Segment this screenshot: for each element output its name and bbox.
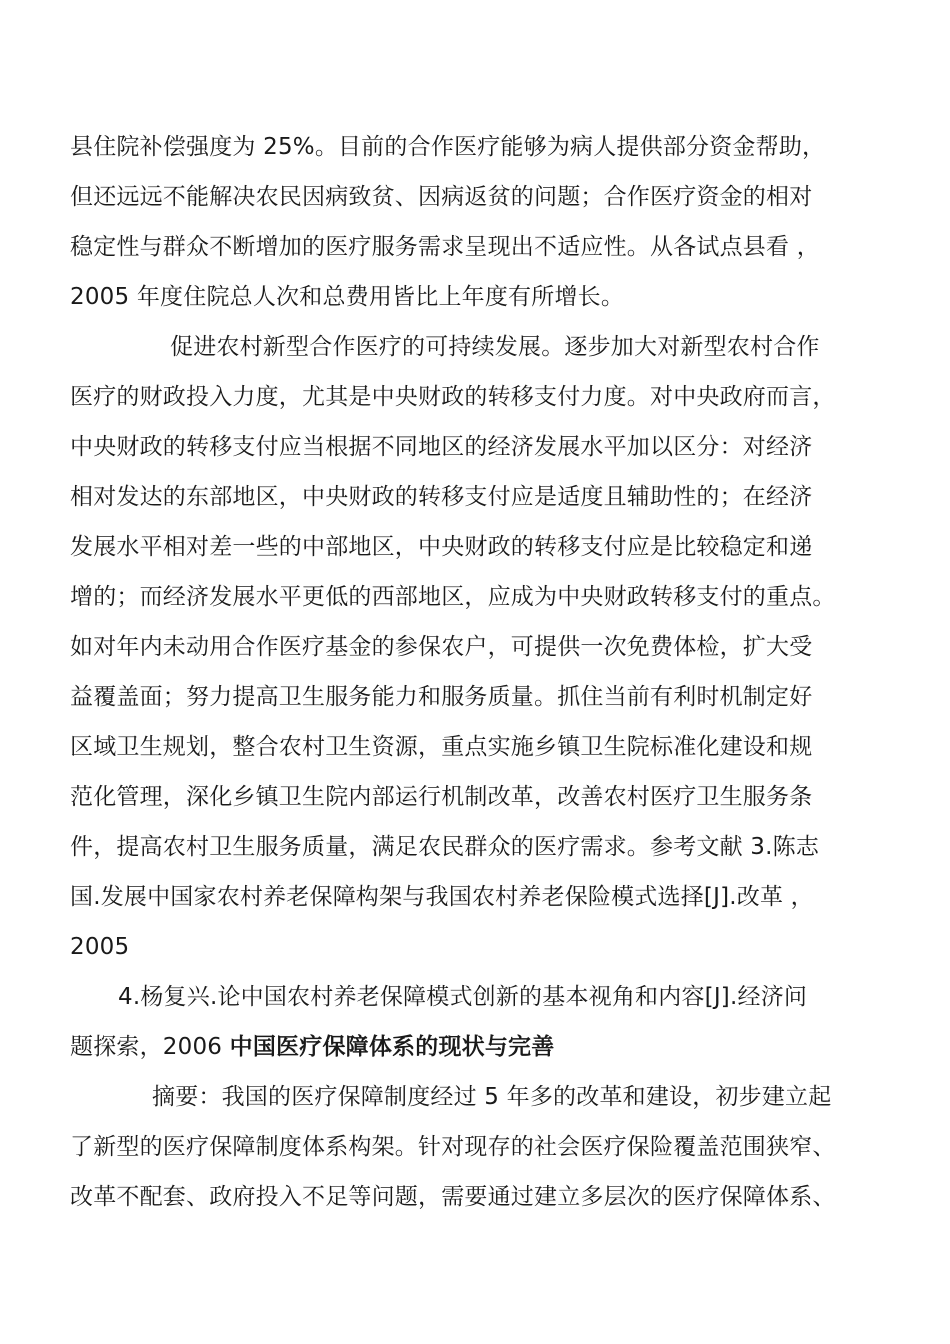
text-line: 相对发达的东部地区，中央财政的转移支付应是适度且辅助性的；在经济 <box>70 484 813 510</box>
text-line: 增的；而经济发展水平更低的西部地区，应成为中央财政转移支付的重点。 <box>70 584 836 610</box>
reference-line <box>70 1022 882 1072</box>
reference-item-4 <box>70 972 882 1072</box>
abstract-paragraph <box>70 1072 882 1222</box>
text-line: 如对年内未动用合作医疗基金的参保农户，可提供一次免费体检，扩大受 <box>70 634 813 660</box>
text-line: 益覆盖面；努力提高卫生服务能力和服务质量。抓住当前有利时机制定好 <box>70 684 813 710</box>
text-line: 发展水平相对差一些的中部地区，中央财政的转移支付应是比较稳定和递 <box>70 534 813 560</box>
text-line: 促进农村新型合作医疗的可持续发展。逐步加大对新型农村合作 <box>170 334 820 360</box>
text-line: 但还远远不能解决农民因病致贫、因病返贫的问题；合作医疗资金的相对 <box>70 184 813 210</box>
abstract-line: 改革不配套、政府投入不足等问题，需要通过建立多层次的医疗保障体系、 <box>70 1184 836 1210</box>
text-line: 区域卫生规划，整合农村卫生资源，重点实施乡镇卫生院标准化建设和规 <box>70 734 813 760</box>
section-heading: 中国医疗保障体系的现状与完善 <box>229 1034 555 1060</box>
paragraph-sustainable-development <box>70 322 882 972</box>
abstract-line: 了新型的医疗保障制度体系构架。针对现存的社会医疗保险覆盖范围狭窄、 <box>70 1134 836 1160</box>
text-line: 国.发展中国家农村养老保障构架与我国农村养老保险模式选择[J].改革 ， <box>70 884 814 910</box>
abstract-line: 摘要：我国的医疗保障制度经过 5 年多的改革和建设，初步建立起 <box>152 1084 832 1110</box>
text-line: 2005 年度住院总人次和总费用皆比上年度有所增长。 <box>70 284 625 310</box>
text-line: 范化管理，深化乡镇卫生院内部运行机制改革，改善农村医疗卫生服务条 <box>70 784 813 810</box>
text-line: 稳定性与群众不断增加的医疗服务需求呈现出不适应性。从各试点县看 ， <box>70 234 820 260</box>
paragraph-compensation <box>70 122 882 322</box>
text-line: 件，提高农村卫生服务质量，满足农民群众的医疗需求。参考文献 3.陈志 <box>70 834 820 860</box>
text-line: 中央财政的转移支付应当根据不同地区的经济发展水平加以区分：对经济 <box>70 434 813 460</box>
reference-source: 题探索，2006 <box>70 1034 230 1060</box>
text-line: 2005 <box>70 934 130 960</box>
text-line: 医疗的财政投入力度，尤其是中央财政的转移支付力度。对中央政府而言， <box>70 384 836 410</box>
text-line: 县住院补偿强度为 25%。目前的合作医疗能够为病人提供部分资金帮助， <box>70 134 826 160</box>
reference-line: 4.杨复兴.论中国农村养老保障模式创新的基本视角和内容[J].经济问 <box>118 984 808 1010</box>
